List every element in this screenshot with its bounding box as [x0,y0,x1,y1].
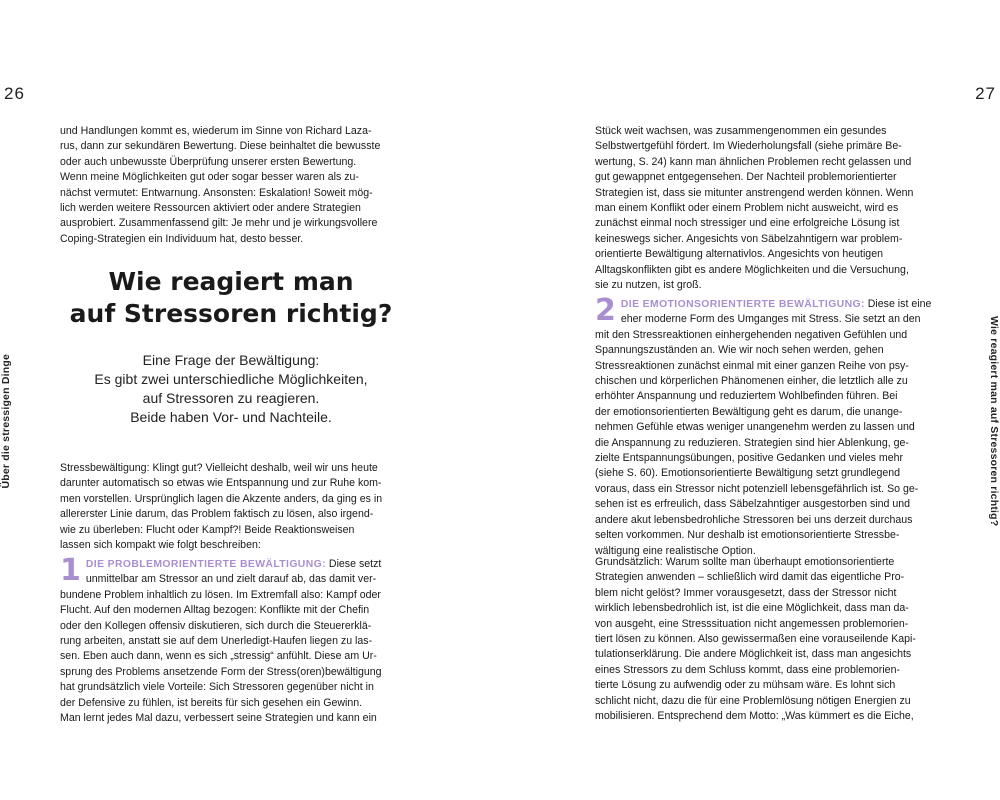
text-line: tierte Lösung zu aufwendig oder zu mühsam wäre. Es lohnt sich [595,679,896,692]
item-label: DIE PROBLEMORIENTIERTE BEWÄLTIGUNG: [85,559,326,570]
text-line: mit den Stressreaktionen einhergehenden negativen Gefühlen und [595,328,908,341]
text-line: wie zu überleben: Flucht oder Kampf?! Beide Reaktionsweisen [60,523,355,536]
text-line: gut gewappnet entgegensehen. Der Nachteil problemorientierter [595,171,897,184]
text-line: wirklich lebensbedrohlich ist, ist die eine Möglichkeit, dass man da- [595,602,909,615]
text-line: zielte Entspannungsübungen, positive Gedanken und vieles mehr [595,452,904,465]
text-line: Strategien anwenden – schließlich wird damit das eigentliche Pro- [595,571,905,584]
numbered-item-2 [595,293,945,559]
text-line: die Anspannung zu reduzieren. Strategien sind hier Ablenkung, ge- [595,436,909,449]
section-subheading [60,351,402,427]
text-line: ausprobiert. Zusammenfassend gilt: Je mehr und je wirkungsvollere [60,217,378,230]
text-line: allererster Linie darum, das Problem faktisch zu lösen, also irgend- [60,508,374,521]
text-line: lassen sich kompakt wie folgt beschreiben: [60,539,261,552]
text-line: Spannungszuständen an. Wie wir noch sehen werden, gehen [595,344,884,357]
text-line: sen. Eben auch dann, wenn es sich „stressig“ anfühlt. Diese am Ur- [60,650,377,663]
text-line: nehmen Gefühle etwas weniger unangenehm werden zu lassen und [595,421,915,434]
text-line: Flucht. Auf den modernen Alltag bezogen: Konflikte mit der Chefin [60,604,370,617]
text-line: nächst vermutet: Entwarnung. Ansonsten: Eskalation! Soweit mög- [60,186,373,199]
running-head-right: Wie reagiert man auf Stressoren richtig? [988,316,1000,527]
text-line: sehen ist es erfreulich, dass Säbelzahntiger ausgestorben sind und [595,498,911,511]
text-line: (siehe S. 60). Emotionsorientierte Bewältigung setzt grundlegend [595,467,901,480]
text-line: und Handlungen kommt es, wiederum im Sinne von Richard Laza- [60,125,372,137]
text-line: von ausgeht, eine Stresssituation nicht angemessen problemorien- [595,617,909,630]
text-line: Wenn meine Möglichkeiten gut oder sogar besser waren als zu- [60,171,359,184]
section-heading [60,266,402,330]
text-line: unmittelbar am Stressor an und zielt darauf ab, das damit ver- [85,573,377,586]
text-line: erhöhter Anspannung und reduziertem Wohlbefinden führen. Bei [595,390,898,403]
heading-line: auf Stressoren richtig? [69,299,393,328]
text-line: oder den Kollegen offensiv diskutieren, sich durch die Steuererklä- [60,619,372,632]
text-line: zunächst einmal noch stressiger und eine erfolgreiche Lösung ist [595,217,900,230]
text-line: selten vorkommen. Nur deshalb ist emotionsorientierte Stressbe- [595,529,900,542]
text-line: der Defensive zu fühlen, ist bereits für sich gesehen ein Gewinn. [60,696,363,709]
subheading-line: Eine Frage der Bewältigung: [142,352,320,368]
item-number-2: 2 [595,293,616,328]
text-line: keineswegs sicher. Angesichts von Säbelzahntigern war problem- [595,232,903,245]
text-line: Strategien ist, dass sie mitunter anstrengend werden können. Wenn [595,186,914,199]
text-line: blem nicht gelöst? Immer vorausgesetzt, dass der Stressor nicht [595,586,897,599]
text-line: rung arbeiten, anstatt sie auf dem Unerledigt-Haufen liegen zu las- [60,635,373,648]
text-line: voraus, dass ein Stressor nicht potenziell lebensgefährlich ist. So ge- [595,482,919,495]
text-line: sprung des Problems ansetzende Form der Stress(oren)bewältigung [60,665,382,678]
text-line: hat grundsätzlich viele Vorteile: Sich Stressoren gegenüber nicht in [60,681,374,694]
text-line: sie zu nutzen, ist groß. [595,279,702,292]
text-line: Stressbewältigung: Klingt gut? Vielleicht deshalb, weil wir uns heute [60,462,378,474]
text-line: Selbstwertgefühl fördert. Im Wiederholungsfall (siehe primäre Be- [595,140,902,153]
running-head-left: Über die stressigen Dinge [0,354,12,489]
page-number-right: 27 [975,84,996,103]
subheading-line: Beide haben Vor- und Nachteile. [130,409,332,425]
text-line: chischen und körperlichen Phänomenen einher, die letztlich alle zu [595,375,908,388]
body-paragraph [60,461,402,553]
text-line: orientierte Bewältigung alternativlos. Angesichts von heutigen [595,248,883,261]
item-number-1: 1 [60,553,81,588]
text-line: Grundsätzlich: Warum sollte man überhaupt emotionsorientierte [595,556,895,568]
text-line: Man lernt jedes Mal dazu, verbessert seine Strategien und kann ein [60,712,377,725]
text-line: mobilisieren. Entsprechend dem Motto: „Was kümmert es die Eiche, [595,710,914,723]
item-first-line [60,557,402,572]
text-line: eher moderne Form des Umganges mit Stress. Sie setzt an den [620,313,921,326]
text-line: Coping-Strategien ein Individuum hat, desto besser. [60,232,304,245]
text-line: man einem Konflikt oder einem Problem nicht ausweicht, wird es [595,202,899,215]
text-line: tulationserklärung. Die andere Möglichkeit ist, dass man angesichts [595,648,912,661]
text-line: der emotionsorientierten Bewältigung geht es darum, die unange- [595,405,903,418]
item-first-text: Diese ist eine [864,298,932,310]
text-line: Stressreaktionen zunächst einmal mit einer ganzen Reihe von psy- [595,359,909,372]
numbered-item-1 [60,553,402,726]
item-first-line [595,297,945,312]
right-paragraph-1 [595,124,945,293]
subheading-line: auf Stressoren zu reagieren. [142,390,320,406]
text-line: men vorstellen. Ursprünglich lagen die Akzente anders, da ging es in [60,492,383,505]
text-line: wertung, S. 24) kann man ähnlichen Problemen recht gelassen und [595,155,912,168]
text-line: Stück weit wachsen, was zusammengenommen ein gesundes [595,125,887,137]
text-line: wältigung eine realistische Option. [595,544,756,557]
subheading-line: Es gibt zwei unterschiedliche Möglichkeiten, [94,371,368,387]
text-line: tiert lösen zu können. Also gewissermaßen eine vorauseilende Kapi- [595,633,916,646]
text-line: oder auch unbewusste Überprüfung unserer ersten Bewertung. [60,155,357,168]
item-first-text: Diese setzt [325,558,382,570]
text-line: lich werden weitere Ressourcen aktiviert oder andere Strategien [60,202,361,215]
text-line: Alltagskonflikten gibt es andere Möglichkeiten und die Versuchung, [595,263,909,276]
text-line: darunter automatisch so etwas wie Entspannung und zur Ruhe kom- [60,477,382,490]
text-line: eines Stressors zu dem Schluss kommt, dass eine problemorien- [595,663,900,676]
right-paragraph-3 [595,555,945,724]
text-line: bundene Problem inhaltlich zu lösen. Im Extremfall also: Kampf oder [60,588,381,601]
page-number-left: 26 [4,84,25,103]
item-label: DIE EMOTIONSORIENTIERTE BEWÄLTIGUNG: [620,299,865,310]
text-line: schlicht nicht, dazu die für eine Problemlösung nötigen Energien zu [595,694,911,707]
heading-line: Wie reagiert man [108,267,354,296]
text-line: andere akut lebensbedrohliche Stressoren bei uns derzeit durchaus [595,513,913,526]
intro-paragraph [60,124,402,247]
text-line: rus, dann zur sekundären Bewertung. Diese beinhaltet die bewusste [60,140,381,153]
